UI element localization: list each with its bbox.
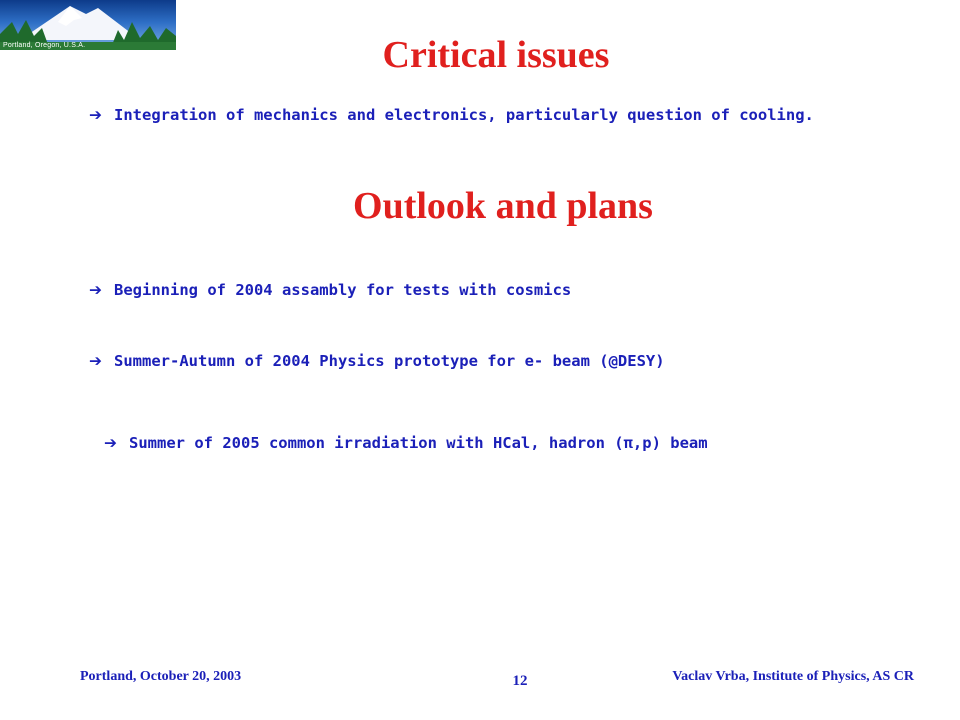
plan-item (104, 431, 708, 456)
arrow-bullet-icon: ➔ (104, 434, 117, 452)
arrow-bullet-icon: ➔ (89, 106, 102, 124)
plan-text: Beginning of 2004 assambly for tests with cosmics (114, 281, 572, 299)
arrow-bullet-icon: ➔ (89, 352, 102, 370)
outlook-title: Outlook and plans (353, 185, 653, 227)
footer-location-date: Portland, October 20, 2003 (80, 669, 242, 684)
critical-issue-text: Integration of mechanics and electronics, particularly question of cooling. (114, 106, 814, 124)
logo-caption: Portland, Oregon, U.S.A. (3, 42, 86, 49)
arrow-bullet-icon: ➔ (89, 281, 102, 299)
plan-text: Summer-Autumn of 2004 Physics prototype for e- beam (@DESY) (114, 352, 665, 370)
footer-author: Vaclav Vrba, Institute of Physics, AS CR (672, 669, 914, 684)
plan-item (89, 278, 571, 303)
critical-issues-title: Critical issues (382, 34, 610, 76)
plan-item (89, 349, 665, 374)
plan-text: Summer of 2005 common irradiation with HCal, hadron (π,p) beam (129, 434, 708, 452)
page-number: 12 (512, 673, 528, 689)
critical-issue-item (89, 103, 829, 128)
